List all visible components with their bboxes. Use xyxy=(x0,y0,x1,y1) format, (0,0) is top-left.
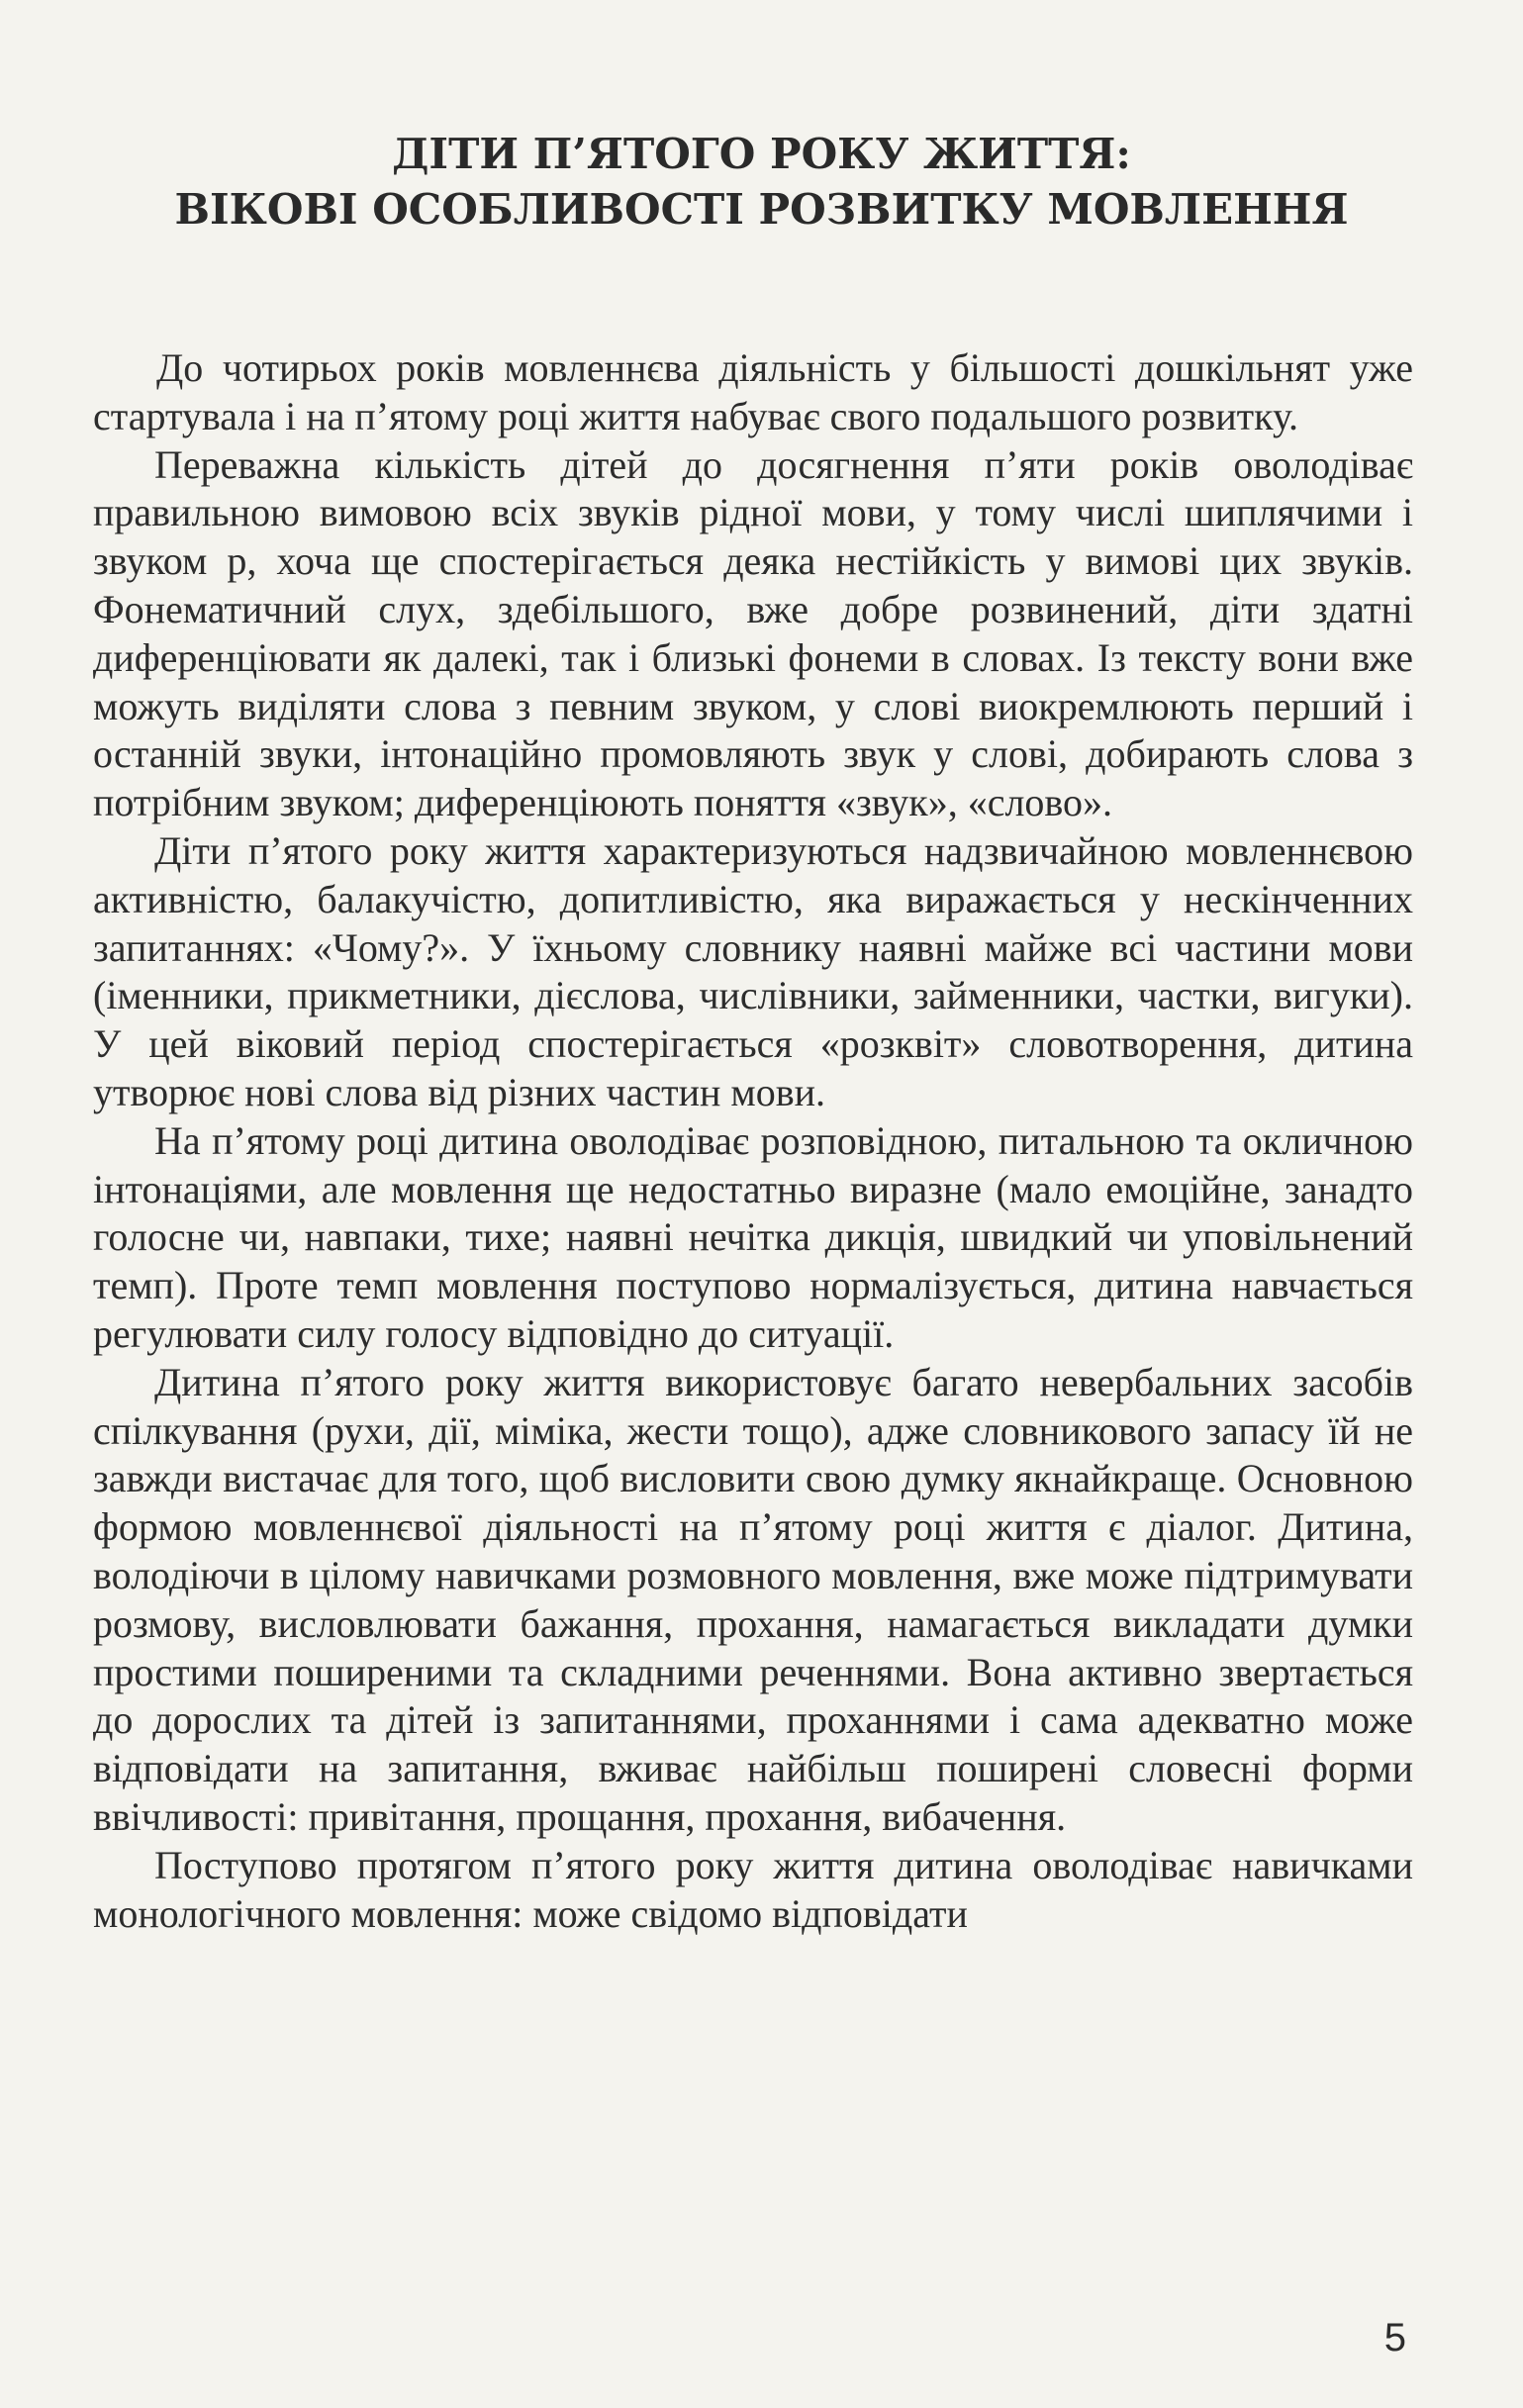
paragraph: Діти п’ятого року життя характеризуються надзвичайною мовленнєвою активністю, балакучістю, допитливістю, яка виражається у нескінченних запитаннях: «Чому?». У їхньому словнику наявні майже всі частини мови (іменники, прикметники, дієслова, числівники, займенники, частки, вигуки). У цей віковий період спостерігається «розквіт» словотворення, дитина утворює нові слова від різних частин мови. xyxy=(93,827,1413,1114)
title-line-2: ВІКОВІ ОСОБЛИВОСТІ РОЗВИТКУ МОВЛЕННЯ xyxy=(174,185,1349,234)
page-title xyxy=(89,127,1434,238)
paragraph: Поступово протягом п’ятого року життя дитина оволодіває навичками монологічного мовлення: може свідомо відповідати xyxy=(93,1842,1413,1936)
title-line-1: ДІТИ П’ЯТОГО РОКУ ЖИТТЯ: xyxy=(392,130,1131,178)
paragraph: До чотирьох років мовленнєва діяльність у більшості дошкільнят уже стартувала і на п’ятому році життя набуває свого подальшого розвитку. xyxy=(93,345,1413,438)
paragraph: На п’ятому році дитина оволодіває розповідною, питальною та окличною інтонаціями, але мовлення ще недостатньо виразне (мало емоційне, занадто голосне чи, навпаки, тихе; наявні нечітка дикція, швидкий чи уповільнений темп). Проте темп мовлення поступово нормалізується, дитина навчається регулювати силу голосу відповідно до ситуації. xyxy=(93,1117,1413,1356)
paragraph: Дитина п’ятого року життя використовує багато невербальних засобів спілкування (рухи, дії, міміка, жести тощо), адже словникового запасу їй не завжди вистачає для того, щоб висловити свою думку якнайкраще. Основною формою мовленнєвої діяльності на п’ятому році життя є діалог. Дитина, володіючи в цілому навичками розмовного мовлення, вже може підтримувати розмову, висловлювати бажання, прохання, намагається викладати думки простими поширеними та складними реченнями. Вона активно звертається до дорослих та дітей із запитаннями, проханнями і сама адекватно може відповідати на запитання, вживає найбільш поширені словесні форми ввічливості: привітання, прощання, прохання, вибачення. xyxy=(93,1359,1413,1839)
body-text xyxy=(93,344,1413,1938)
paragraph: Переважна кількість дітей до досягнення п’яти років оволодіває правильною вимовою всіх звуків рідної мови, у тому числі шиплячими і звуком р, хоча ще спостерігається деяка нестійкість у вимові цих звуків. Фонематичний слух, здебільшого, вже добре розвинений, діти здатні диференціювати як далекі, так і близькі фонеми в словах. Із тексту вони вже можуть виділяти слова з певним звуком, у слові виокремлюють перший і останній звуки, інтонаційно промовляють звук у слові, добирають слова з потрібним звуком; диференціюють поняття «звук», «слово». xyxy=(93,441,1413,825)
page-number: 5 xyxy=(1383,2316,1406,2360)
